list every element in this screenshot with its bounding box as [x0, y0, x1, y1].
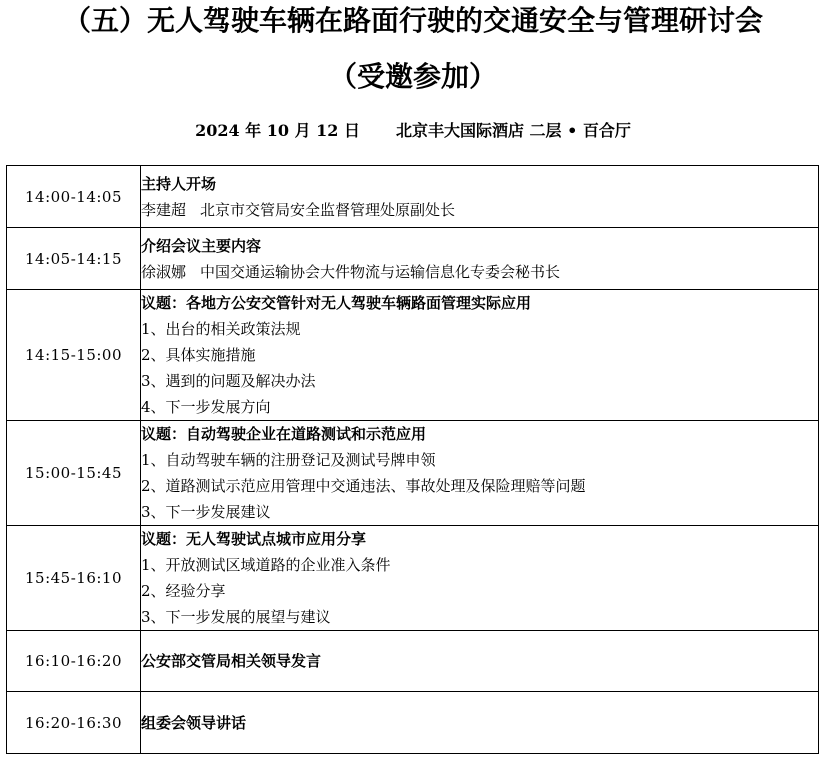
- agenda-content: [141, 421, 819, 526]
- agenda-item: 2、经验分享: [141, 582, 226, 600]
- agenda-item: 1、开放测试区域道路的企业准入条件: [141, 556, 391, 574]
- agenda-item: 2、具体实施措施: [141, 346, 256, 364]
- agenda-heading: 主持人开场: [141, 174, 217, 193]
- agenda-content: [141, 228, 819, 290]
- agenda-item: 4、下一步发展方向: [141, 398, 271, 416]
- agenda-heading: 介绍会议主要内容: [141, 236, 262, 255]
- agenda-item: 2、道路测试示范应用管理中交通违法、事故处理及保险理赔等问题: [141, 477, 586, 495]
- event-date: 2024 年 10 月 12 日: [195, 121, 360, 140]
- agenda-row: [7, 166, 819, 228]
- agenda-content: [141, 692, 819, 754]
- agenda-heading: 组委会领导讲话: [141, 713, 247, 732]
- agenda-heading: 议题：无人驾驶试点城市应用分享: [141, 530, 367, 548]
- agenda-time: 14:05-14:15: [7, 228, 141, 290]
- agenda-item: 3、下一步发展的展望与建议: [141, 608, 331, 626]
- agenda-item: 3、下一步发展建议: [141, 503, 271, 521]
- agenda-row: [7, 228, 819, 290]
- agenda-row: [7, 526, 819, 631]
- agenda-time: 15:45-16:10: [7, 526, 141, 631]
- agenda-time: 16:10-16:20: [7, 631, 141, 692]
- event-venue: 北京丰大国际酒店 二层 • 百合厅: [395, 121, 631, 140]
- agenda-time: 14:15-15:00: [7, 290, 141, 421]
- agenda-heading: 议题：自动驾驶企业在道路测试和示范应用: [141, 425, 427, 443]
- agenda-item: 1、出台的相关政策法规: [141, 320, 301, 338]
- document-title: （五）无人驾驶车辆在路面行驶的交通安全与管理研讨会: [62, 4, 763, 37]
- document-title-note: （受邀参加）: [328, 60, 497, 93]
- agenda-content: [141, 166, 819, 228]
- agenda-time: 15:00-15:45: [7, 421, 141, 526]
- agenda-speaker: [141, 197, 818, 223]
- agenda-row: [7, 421, 819, 526]
- speaker-name: 徐淑娜: [141, 262, 187, 281]
- agenda-heading: 公安部交管局相关领导发言: [141, 652, 322, 670]
- speaker-role: 北京市交管局安全监督管理处原副处长: [200, 200, 456, 219]
- agenda-content: [141, 631, 819, 692]
- agenda-item: 1、自动驾驶车辆的注册登记及测试号牌申领: [141, 451, 436, 469]
- agenda-content: [141, 290, 819, 421]
- event-date-venue: [0, 119, 826, 143]
- agenda-row: [7, 692, 819, 754]
- agenda-table: [6, 165, 819, 754]
- agenda-row: [7, 290, 819, 421]
- agenda-heading: 议题：各地方公安交管针对无人驾驶车辆路面管理实际应用: [141, 294, 532, 312]
- agenda-item: 3、遇到的问题及解决办法: [141, 372, 316, 390]
- agenda-content: [141, 526, 819, 631]
- agenda-speaker: [141, 259, 818, 285]
- speaker-name: 李建超: [141, 200, 187, 219]
- agenda-time: 16:20-16:30: [7, 692, 141, 754]
- agenda-time: 14:00-14:05: [7, 166, 141, 228]
- speaker-role: 中国交通运输协会大件物流与运输信息化专委会秘书长: [200, 262, 561, 281]
- agenda-row: [7, 631, 819, 692]
